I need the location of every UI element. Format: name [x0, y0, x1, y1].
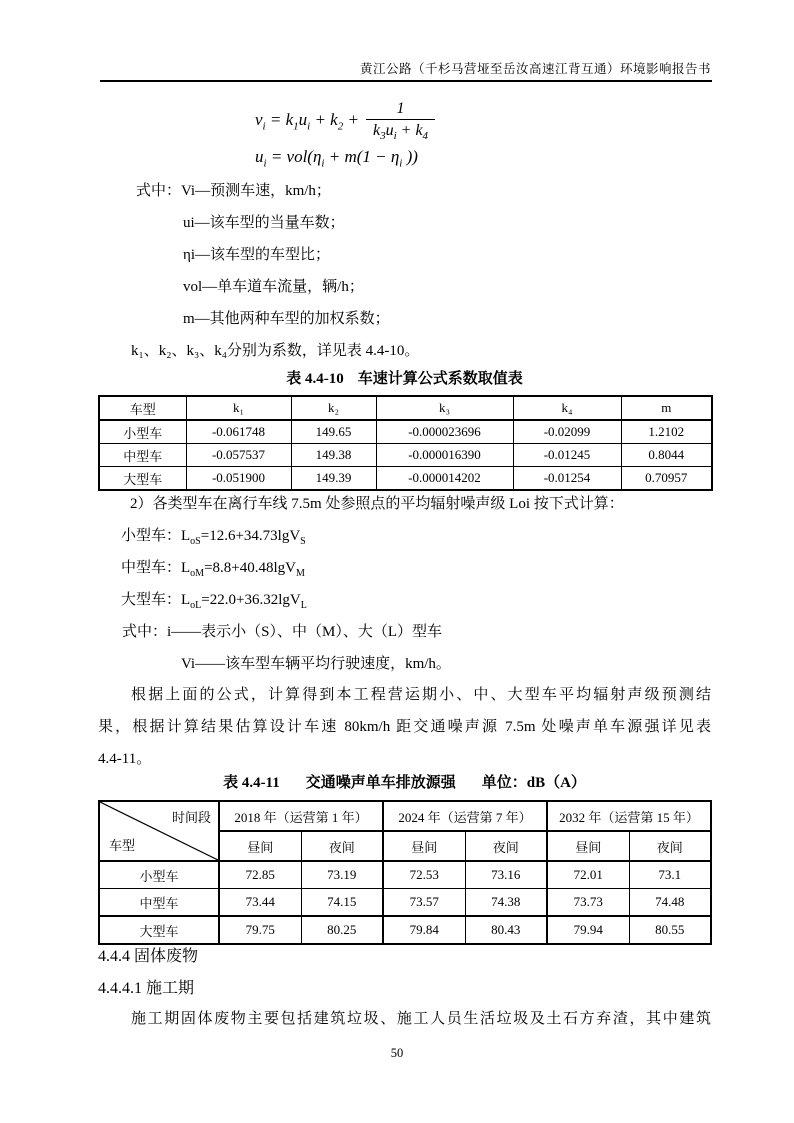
data-cell: 73.73: [547, 889, 629, 917]
text-run: v: [255, 109, 263, 129]
data-cell: -0.000023696: [376, 420, 513, 444]
data-cell: 73.1: [629, 861, 711, 889]
data-cell: -0.000016390: [376, 444, 513, 467]
paragraph-line-3: 4.4-11。: [98, 751, 152, 767]
where-def-vol: vol—单车道车流量，辆/h；: [183, 279, 364, 295]
header-cell: 车型: [99, 396, 186, 420]
table1-caption-title: 车速计算公式系数取值表: [357, 371, 523, 387]
text-run: 小型车：L: [121, 528, 191, 544]
data-cell: 74.48: [629, 889, 711, 917]
table-row: [99, 467, 712, 491]
header-cell: 昼间: [547, 831, 629, 861]
data-cell: 大型车: [99, 916, 219, 944]
text-run: =22.0+36.32lgV: [201, 592, 301, 608]
table2-caption-number: 表 4.4-11: [223, 775, 280, 791]
paragraph-line-2: 果，根据计算结果估算设计车速 80km/h 距交通噪声源 7.5m 处噪声单车源强详见表: [98, 719, 711, 735]
noise-where-vi: Vi——该车型车辆平均行驶速度，km/h。: [181, 656, 451, 672]
data-cell: 73.16: [465, 861, 547, 889]
fraction: [366, 100, 435, 142]
table-row: [99, 889, 711, 917]
data-cell: 小型车: [99, 420, 186, 444]
data-cell: -0.02099: [513, 420, 621, 444]
data-cell: 0.70957: [621, 467, 712, 491]
text-run: 大型车：L: [121, 592, 191, 608]
text-run: =8.8+40.48lgV: [204, 560, 296, 576]
header-cell: 昼间: [219, 831, 301, 861]
where-def-m: m—其他两种车型的加权系数；: [183, 311, 390, 327]
header-cell: 夜间: [629, 831, 711, 861]
subscript: i: [307, 120, 311, 133]
formula-speed-main: [255, 110, 359, 132]
data-cell: 72.85: [219, 861, 301, 889]
page-number: 50: [390, 1046, 404, 1060]
text-run: )): [402, 147, 418, 166]
data-cell: 0.8044: [621, 444, 712, 467]
subscript: M: [296, 568, 305, 579]
subscript: L: [300, 600, 307, 611]
noise-formula-large: [121, 589, 307, 617]
data-cell: 1.2102: [621, 420, 712, 444]
table2-caption-title: 交通噪声单车排放源强: [305, 775, 456, 791]
data-cell: 80.43: [465, 916, 547, 944]
formula-equivalent-volume: [255, 147, 418, 169]
header-rule: [100, 80, 712, 82]
text-run: = k: [265, 109, 294, 129]
header-cell: k₂: [291, 396, 376, 420]
where-def-ui: ui—该车型的当量车数；: [183, 215, 345, 231]
subscript: i: [393, 129, 397, 142]
table-row: [99, 861, 711, 889]
data-cell: 74.15: [301, 889, 383, 917]
data-cell: 72.01: [547, 861, 629, 889]
coefficient-table: [98, 395, 713, 491]
header-cell: k₃: [376, 396, 513, 420]
section-heading-444: 4.4.4 固体废物: [98, 948, 199, 965]
subscript: oL: [190, 600, 202, 611]
noise-source-table: [98, 800, 712, 945]
section-heading-4441: 4.4.4.1 施工期: [98, 980, 195, 997]
diagonal-header-cell: [99, 801, 219, 861]
header-cell: 2018 年（运营第 1 年）: [219, 801, 383, 831]
data-cell: 80.55: [629, 916, 711, 944]
noise-intro: 2）各类型车在离行车线 7.5m 处参照点的平均辐射噪声级 Loi 按下式计算：: [130, 496, 624, 512]
text-run: k: [372, 121, 381, 139]
table-header-row: [99, 396, 712, 420]
text-run: u: [385, 121, 394, 139]
data-cell: 79.94: [547, 916, 629, 944]
text-run: +: [343, 109, 359, 129]
table2-caption-unit: 单位：dB（A）: [481, 775, 586, 791]
subscript: 2: [337, 120, 344, 133]
text-run: + m(1 − η: [324, 147, 400, 166]
data-cell: 中型车: [99, 444, 186, 467]
header-cell: 夜间: [465, 831, 547, 861]
data-cell: 中型车: [99, 889, 219, 917]
data-cell: -0.01254: [513, 467, 621, 491]
corner-label-vehicle: 车型: [109, 838, 136, 853]
data-cell: 80.25: [301, 916, 383, 944]
header-cell: 2024 年（运营第 7 年）: [383, 801, 547, 831]
subscript: 1: [293, 120, 299, 133]
subscript: i: [263, 157, 267, 170]
text-run: + k: [310, 109, 338, 129]
header-cell: k₁: [186, 396, 291, 420]
data-cell: -0.000014202: [376, 467, 513, 491]
fraction-numerator: 1: [396, 100, 405, 118]
table-row: [99, 916, 711, 944]
construction-waste-paragraph: 施工期固体废物主要包括建筑垃圾、施工人员生活垃圾及土石方弃渣，其中建筑: [131, 1011, 711, 1027]
data-cell: 79.75: [219, 916, 301, 944]
noise-formula-medium: [121, 557, 305, 585]
text-run: = vol(η: [266, 147, 322, 166]
data-cell: 73.19: [301, 861, 383, 889]
table2-caption: [98, 771, 711, 792]
header-cell: 夜间: [301, 831, 383, 861]
data-cell: -0.057537: [186, 444, 291, 467]
subscript: oS: [190, 536, 201, 547]
data-cell: 73.44: [219, 889, 301, 917]
data-cell: 73.57: [383, 889, 465, 917]
subscript: 4: [422, 129, 429, 142]
data-cell: -0.051900: [186, 467, 291, 491]
subscript: i: [321, 157, 325, 170]
data-cell: 149.38: [291, 444, 376, 467]
data-cell: -0.01245: [513, 444, 621, 467]
header-cell: k₄: [513, 396, 621, 420]
table1-caption: [98, 367, 711, 388]
table-row: [99, 444, 712, 467]
fraction-denominator: [366, 119, 435, 142]
subscript: i: [262, 120, 266, 133]
table-row: [99, 420, 712, 444]
data-cell: 79.84: [383, 916, 465, 944]
text-run: u: [298, 109, 308, 129]
data-cell: 149.39: [291, 467, 376, 491]
where-def-eta: ηi—该车型的车型比；: [183, 247, 331, 263]
data-cell: 149.65: [291, 420, 376, 444]
header-cell: m: [621, 396, 712, 420]
corner-label-time: 时间段: [171, 810, 211, 825]
text-run: u: [255, 147, 264, 166]
running-header: 黄江公路（千杉马营垭至岳汝高速江背互通）环境影响报告书: [359, 62, 711, 76]
table-year-row: [99, 801, 711, 831]
where-intro: 式中：Vi—预测车速，km/h；: [136, 183, 331, 199]
header-cell: 昼间: [383, 831, 465, 861]
subscript: S: [300, 536, 306, 547]
table1-caption-number: 表 4.4-10: [286, 371, 344, 387]
header-cell: 2032 年（运营第 15 年）: [547, 801, 711, 831]
data-cell: 小型车: [99, 861, 219, 889]
text-run: =12.6+34.73lgV: [200, 528, 301, 544]
subscript: i: [399, 157, 403, 170]
k-coefficients-line: k₁、k₂、k₃、k₄分别为系数，详见表 4.4-10。: [131, 343, 420, 359]
data-cell: 72.53: [383, 861, 465, 889]
subscript: oM: [190, 568, 205, 579]
data-cell: 74.38: [465, 889, 547, 917]
text-run: + k: [396, 121, 423, 139]
subscript: 3: [380, 129, 386, 142]
noise-where-i: 式中：i——表示小（S）、中（M）、大（L）型车: [122, 624, 443, 640]
noise-formula-small: [121, 525, 306, 553]
formula-speed: [255, 94, 435, 148]
paragraph-line-1: 根据上面的公式，计算得到本工程营运期小、中、大型车平均辐射声级预测结: [131, 687, 711, 703]
data-cell: -0.061748: [186, 420, 291, 444]
data-cell: 大型车: [99, 467, 186, 491]
text-run: 中型车：L: [121, 560, 191, 576]
